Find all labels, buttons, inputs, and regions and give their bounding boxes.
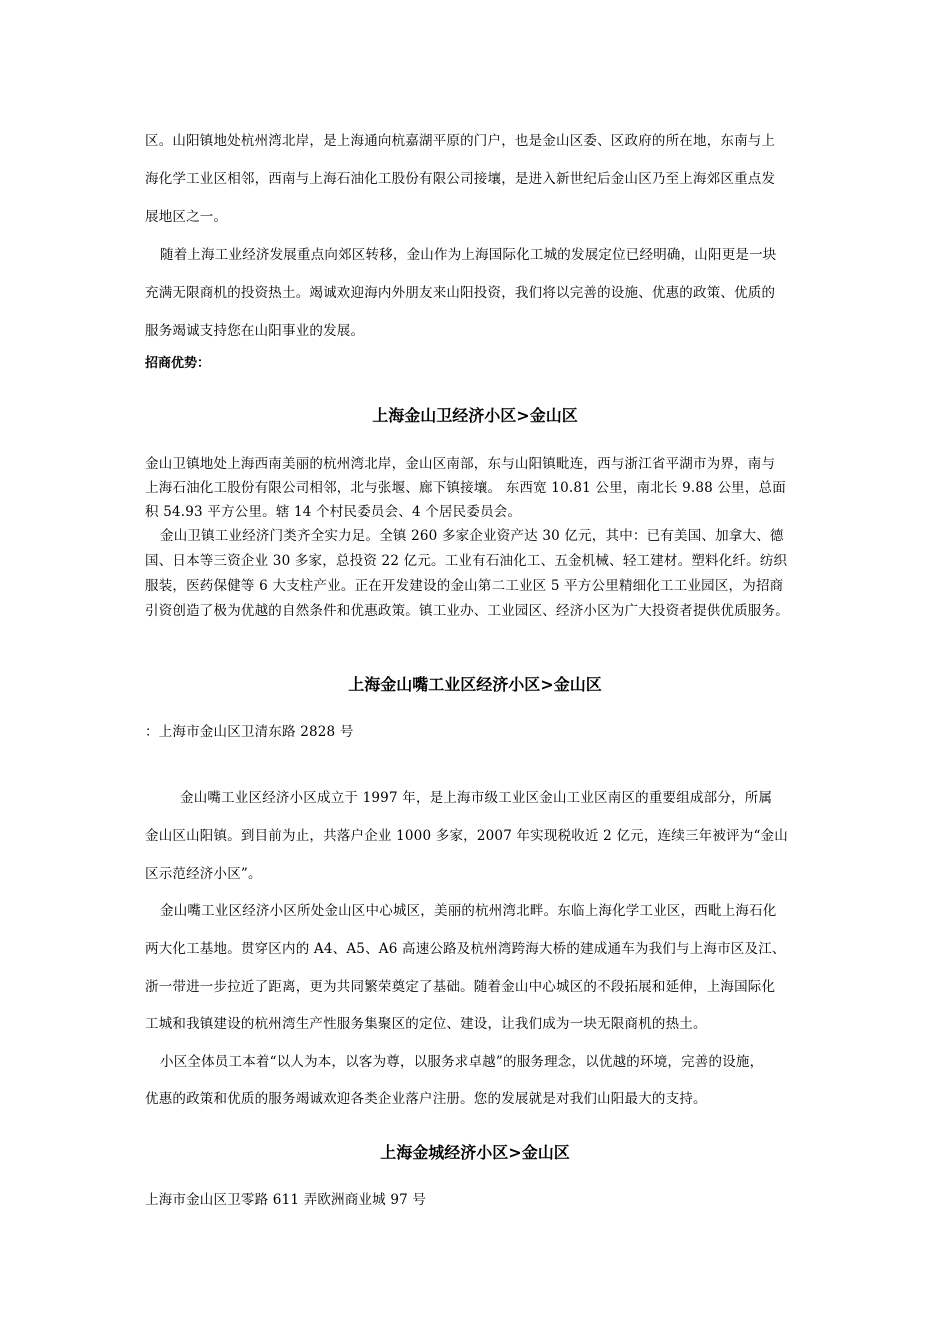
intro-p2-line-1: 随着上海工业经济发展重点向郊区转移，金山作为上海国际化工城的发展定位已经明确，山阳更是一块: [160, 247, 777, 263]
section1-p2-line-4: 引资创造了极为优越的自然条件和优惠政策。镇工业办、工业园区、经济小区为广大投资者提供优质服务。: [145, 603, 789, 619]
section1-p1-line-3: 积 54.93 平方公里。辖 14 个村民委员会、4 个居民委员会。: [145, 504, 522, 520]
section1-title: 上海金山卫经济小区>金山区: [372, 406, 578, 425]
advantage-label: 招商优势：: [145, 356, 211, 371]
section2-p1-line-2: 金山区山阳镇。到目前为止，共落户企业 1000 多家，2007 年实现税收近 2 亿元，连续三年被评为“金山: [145, 828, 788, 844]
section1-p2-line-1: 金山卫镇工业经济门类齐全实力足。全镇 260 多家企业资产达 30 亿元，其中：已有美国、加拿大、德: [160, 528, 784, 544]
section1-p1-line-2: 上海石油化工股份有限公司相邻，北与张堰、廊下镇接壤。 东西宽 10.81 公里，南北长 9.88 公里，总面: [145, 480, 786, 496]
intro-p1-line-3: 展地区之一。: [145, 209, 228, 225]
intro-p1-line-2: 海化学工业区相邻，西南与上海石油化工股份有限公司接壤，是进入新世纪后金山区乃至上海郊区重点发: [145, 171, 776, 187]
section2-p3-line-1: 小区全体员工本着“以人为本，以客为尊，以服务求卓越”的服务理念，以优越的环境，完善的设施，: [160, 1054, 764, 1070]
intro-p2-line-3: 服务竭诚支持您在山阳事业的发展。: [145, 323, 365, 339]
section2-p1-line-3: 区示范经济小区”。: [145, 866, 262, 882]
section3-title: 上海金城经济小区>金山区: [380, 1143, 570, 1162]
section1-p1-line-1: 金山卫镇地处上海西南美丽的杭州湾北岸，金山区南部，东与山阳镇毗连，西与浙江省平湖市为界，南与: [145, 456, 776, 472]
section2-title: 上海金山嘴工业区经济小区>金山区: [348, 675, 602, 694]
section2-p2-line-1: 金山嘴工业区经济小区所处金山区中心城区，美丽的杭州湾北畔。东临上海化学工业区，西毗上海石化: [160, 903, 777, 919]
section2-p3-line-2: 优惠的政策和优质的服务竭诚欢迎各类企业落户注册。您的发展就是对我们山阳最大的支持。: [145, 1091, 707, 1107]
section2-address: ：上海市金山区卫清东路 2828 号: [145, 724, 354, 740]
section2-p2-line-4: 工城和我镇建设的杭州湾生产性服务集聚区的定位、建设，让我们成为一块无限商机的热土。: [145, 1016, 707, 1032]
section2-p2-line-2: 两大化工基地。贯穿区内的 A4、A5、A6 高速公路及杭州湾跨海大桥的建成通车为我们与上海市区及江、: [145, 941, 786, 957]
section1-p2-line-2: 国、日本等三资企业 30 多家，总投资 22 亿元。工业有石油化工、五金机械、轻工建材。塑料化纤。纺织: [145, 553, 788, 569]
section1-p2-line-3: 服装，医药保健等 6 大支柱产业。正在开发建设的金山第二工业区 5 平方公里精细化工工业园区，为招商: [145, 578, 784, 594]
intro-p2-line-2: 充满无限商机的投资热土。竭诚欢迎海内外朋友来山阳投资，我们将以完善的设施、优惠的政策、优质的: [145, 285, 776, 301]
section3-address: 上海市金山区卫零路 611 弄欧洲商业城 97 号: [145, 1192, 427, 1208]
intro-p1-line-1: 区。山阳镇地处杭州湾北岸，是上海通向杭嘉湖平原的门户，也是金山区委、区政府的所在地，东南与上: [145, 133, 776, 149]
section2-p1-line-1: 金山嘴工业区经济小区成立于 1997 年，是上海市级工业区金山工业区南区的重要组成部分，所属: [180, 790, 773, 806]
section2-p2-line-3: 浙一带进一步拉近了距离，更为共同繁荣奠定了基础。随着金山中心城区的不段拓展和延伸，上海国际化: [145, 979, 776, 995]
